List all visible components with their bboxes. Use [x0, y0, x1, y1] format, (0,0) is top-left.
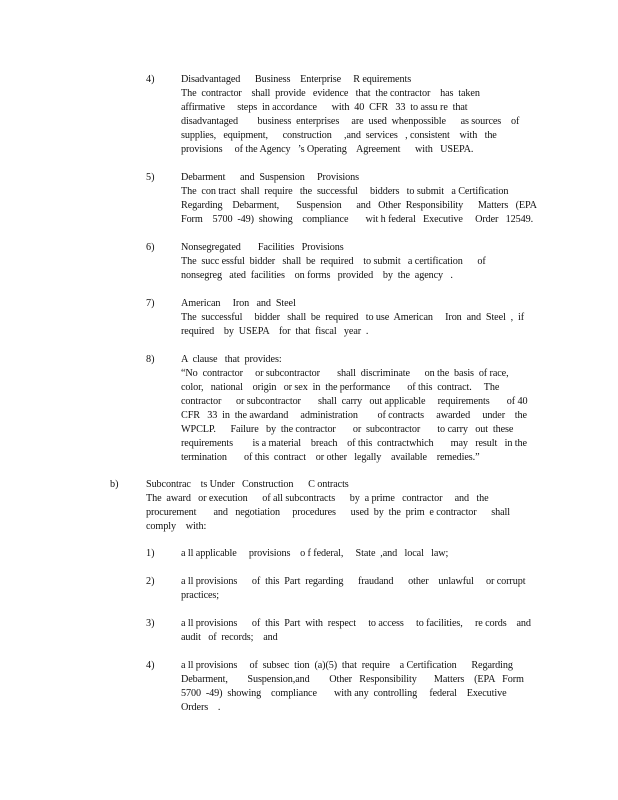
text-line: comply with: — [146, 521, 207, 532]
item-heading: American Iron and Steel — [181, 298, 296, 309]
item-heading: Debarment and Suspension Provisions — [181, 172, 360, 183]
section-heading: Subcontrac ts Under Construction C ontracts — [146, 479, 349, 490]
text-line: color, national origin or sex in the performance of this contract. The — [181, 382, 500, 393]
text-line: provisions of the Agency ’s Operating Agreement with USEPA. — [181, 144, 474, 155]
text-line: a ll provisions of this Part with respect to access to facilities, re cords and — [181, 618, 531, 629]
item-number: 6) — [146, 242, 155, 253]
text-line: nonsegreg ated facilities on forms provided by the agency . — [181, 270, 453, 281]
text-line: The successful bidder shall be required to use American Iron and Steel , if — [181, 312, 525, 323]
text-line: required by USEPA for that fiscal year . — [181, 326, 369, 337]
item-number: 7) — [146, 298, 155, 309]
item-number: 5) — [146, 172, 155, 183]
text-line: The succ essful bidder shall be required to submit a certification of — [181, 256, 486, 267]
text-line: requirements is a material breach of this contractwhich may result in the — [181, 438, 527, 449]
item-heading: Disadvantaged Business Enterprise R equirements — [181, 74, 412, 85]
text-line: “No contractor or subcontractor shall discriminate on the basis of race, — [181, 368, 509, 379]
text-line: Regarding Debarment, Suspension and Other Responsibility Matters (EPA — [181, 200, 537, 211]
text-line: disadvantaged business enterprises are used whenpossible as sources of — [181, 116, 520, 127]
text-line: a ll provisions of this Part regarding fraudand other unlawful or corrupt — [181, 576, 526, 587]
text-line: The con tract shall require the successful bidders to submit a Certification — [181, 186, 509, 197]
item-number: 8) — [146, 354, 155, 365]
text-line: Form 5700 -49) showing compliance wit h federal Executive Order 12549. — [181, 214, 534, 225]
item-number: 4) — [146, 74, 155, 85]
item-number: 4) — [146, 660, 155, 671]
text-line: contractor or subcontractor shall carry out applicable requirements of 40 — [181, 396, 528, 407]
item-number: 3) — [146, 618, 155, 629]
text-line: audit of records; and — [181, 632, 278, 643]
text-line: termination of this contract or other legally available remedies.” — [181, 452, 480, 463]
text-line: 5700 -49) showing compliance with any controlling federal Executive — [181, 688, 507, 699]
item-heading: A clause that provides: — [181, 354, 282, 365]
item-heading: Nonsegregated Facilities Provisions — [181, 242, 344, 253]
text-line: Debarment, Suspension,and Other Responsibility Matters (EPA Form — [181, 674, 524, 685]
text-line: The contractor shall provide evidence that the contractor has taken — [181, 88, 480, 99]
text-line: affirmative steps in accordance with 40 CFR 33 to assu re that — [181, 102, 468, 113]
item-number: 1) — [146, 548, 155, 559]
text-line: CFR 33 in the awardand administration of contracts awarded under the — [181, 410, 527, 421]
text-line: a ll applicable provisions o f federal, State ,and local law; — [181, 548, 449, 559]
text-line: Orders . — [181, 702, 221, 713]
item-number: 2) — [146, 576, 155, 587]
text-line: a ll provisions of subsec tion (a)(5) that require a Certification Regarding — [181, 660, 513, 671]
text-line: practices; — [181, 590, 220, 601]
text-line: supplies, equipment, construction ,and services , consistent with the — [181, 130, 497, 141]
section-letter: b) — [110, 479, 119, 490]
text-line: WPCLP. Failure by the contractor or subcontractor to carry out these — [181, 424, 514, 435]
text-line: procurement and negotiation procedures used by the prim e contractor shall — [146, 507, 511, 518]
text-line: The award or execution of all subcontracts by a prime contractor and the — [146, 493, 489, 504]
